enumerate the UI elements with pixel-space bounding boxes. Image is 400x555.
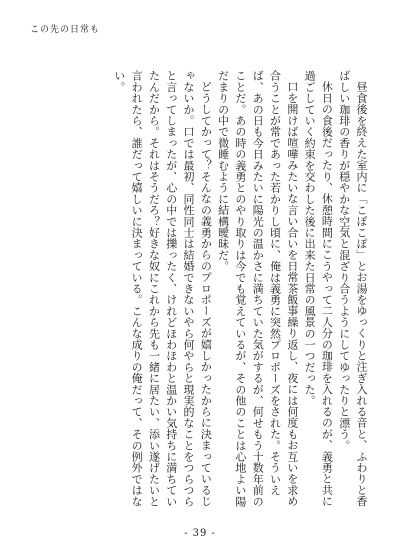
page-number: - 39 - xyxy=(184,528,216,539)
paragraph: 昼食後を終えた室内に「こぽこぽ」とお湯をゆっくりと注ぎ入れる音と、ふわりと香ばしい珈琲の香りが穏やかな空気と混ざり合うようにしてゆったりと漂う。 xyxy=(337,70,368,507)
body-text xyxy=(38,70,370,510)
running-head: この先の日常も xyxy=(30,25,101,35)
paragraph: どうしてかって？そんなの義勇からのプロポーズが嬉しかったからに決まっているじゃないか。口では最初、同性同士は結婚できないやら何やらと現実的なことをつらつらと言ってしまったが、心の中では擽ったく、けれどほわほわと温かい気持ちに満ちていたんだから。それはそうだろ？好きな奴にこれから先も一緒に居たい、添い遂げたいと言われたら、誰だって嬉しいに決まっている。こんな成りの俺だって、その例外ではない。 xyxy=(112,70,213,507)
paragraph: 休日の食後だったり、休憩時間にこうやって二人分の珈琲を入れるのが、義勇と共に過ごしていく約束を交わした後に出来た日常の風景の一つだった。 xyxy=(303,70,334,507)
paragraph: 口を開けば喧嘩みたいな言い合いを日常茶飯事繰り返し、夜には何度もお互いを求め合うことが常であった若かりし頃に、俺は義勇に突然プロポーズをされた。そういえば、あの日も今日みたいに陽光の温かさに満ちていた気がするが、何せもう十数年前のことだ。あの時の義勇とのやり取りは今でも覚えているが、その他のことは心地よい陽だまりの中で微睡むように結構曖昧だ。 xyxy=(216,70,299,507)
